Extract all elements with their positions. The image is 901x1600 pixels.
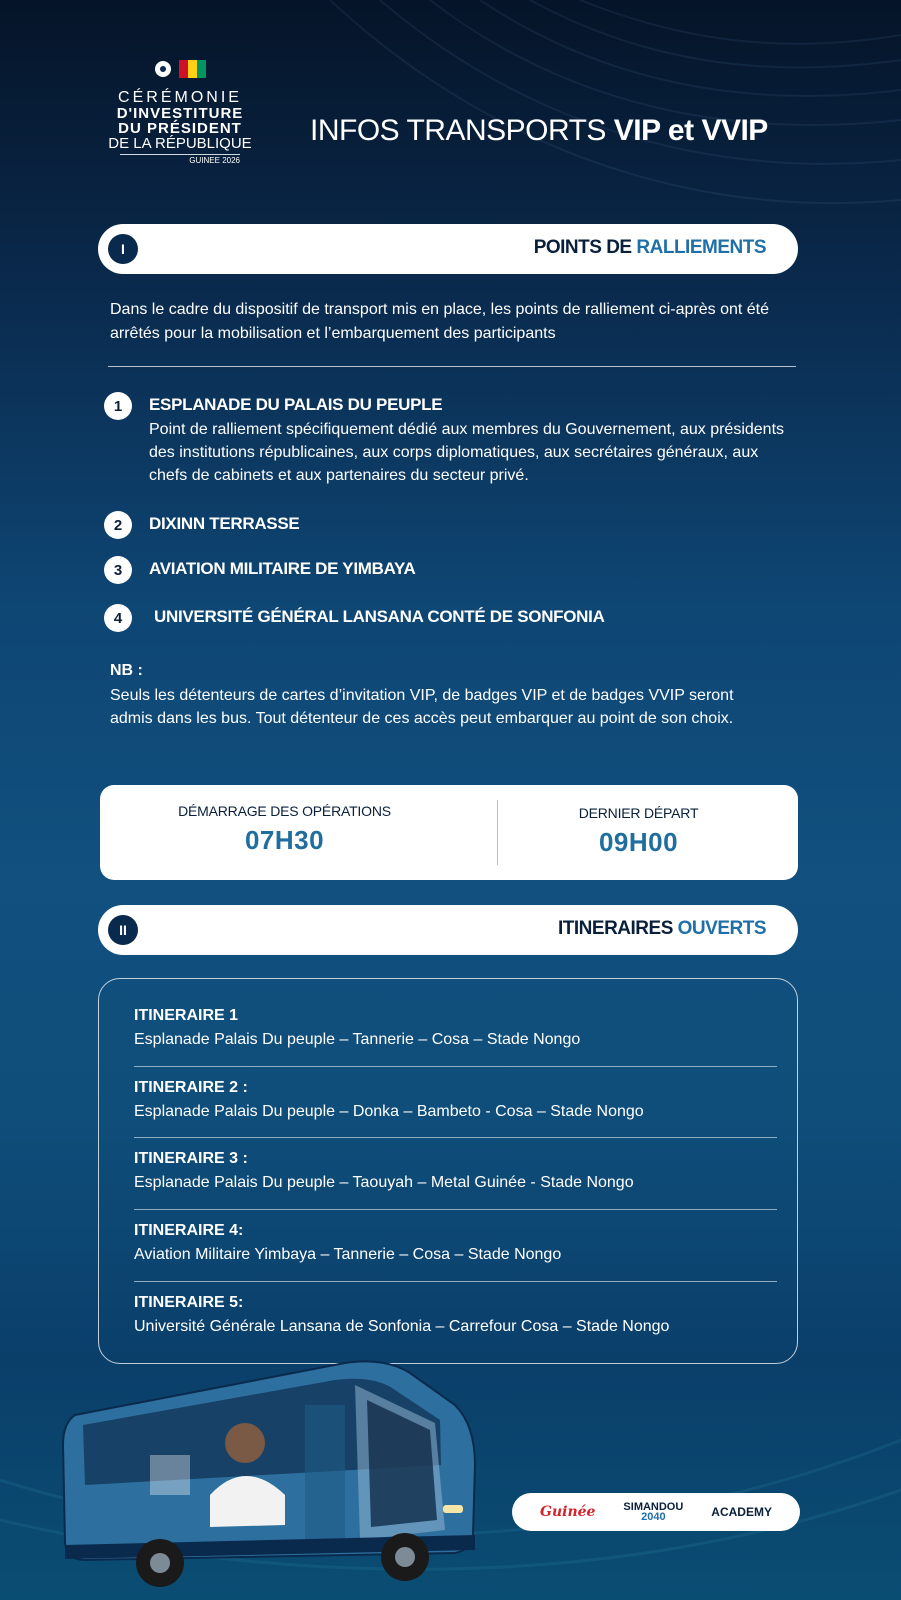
- page-title-regular: INFOS TRANSPORTS: [310, 114, 614, 147]
- itinerary-4: [134, 1222, 774, 1264]
- section-title: [558, 918, 766, 940]
- itinerary-route: Aviation Militaire Yimbaya – Tannerie – Cosa – Stade Nongo: [134, 1246, 562, 1263]
- section-title-part1: POINTS DE: [533, 237, 637, 258]
- point-number: 3: [104, 556, 132, 584]
- nb-text: Seuls les détenteurs de cartes d’invitation VIP, de badges VIP et de badges VVIP seront admis dans les bus. Tout détenteur de ces accès peut embarquer au point de son choix.: [110, 687, 734, 727]
- itinerary-5: [134, 1294, 774, 1336]
- schedule-card: [100, 785, 798, 880]
- section-number: I: [108, 234, 138, 264]
- itinerary-1: [134, 1007, 774, 1049]
- itinerary-2: [134, 1079, 774, 1121]
- nb-title: NB :: [110, 662, 143, 679]
- ceremony-logo: [100, 60, 260, 165]
- last-departure-value: 09H00: [598, 827, 679, 857]
- logo-line-1: CÉRÉMONIE: [118, 89, 242, 106]
- point-title: AVIATION MILITAIRE DE YIMBAYA: [149, 559, 416, 578]
- section-title: [534, 237, 766, 259]
- point-title: DIXINN TERRASSE: [149, 514, 300, 533]
- sponsors-bar: [512, 1493, 800, 1531]
- section-title-part1: ITINERAIRES: [558, 918, 678, 939]
- start-time-value: 07H30: [244, 825, 325, 855]
- sponsor-guinee-logo: Guinée: [539, 1504, 596, 1520]
- divider: [134, 1209, 777, 1210]
- sponsor-simandou-line2: 2040: [641, 1511, 666, 1523]
- section-title-part2: RALLIEMENTS: [636, 237, 766, 258]
- logo-line-2: D'INVESTITURE: [116, 105, 244, 122]
- point-title: UNIVERSITÉ GÉNÉRAL LANSANA CONTÉ DE SONFONIA: [154, 607, 605, 626]
- logo-line-3: DU PRÉSIDENT: [118, 120, 242, 137]
- itinerary-route: Université Générale Lansana de Sonfonia – Carrefour Cosa – Stade Nongo: [134, 1318, 670, 1335]
- divider: [134, 1066, 777, 1067]
- itinerary-title: ITINERAIRE 3 :: [134, 1150, 248, 1167]
- section-header-rallying-points: [98, 224, 798, 274]
- logo-line-5: GUINEE 2026: [120, 154, 240, 165]
- last-departure-label: DERNIER DÉPART: [578, 805, 699, 821]
- divider: [108, 366, 796, 367]
- point-description: Point de ralliement spécifiquement dédié aux membres du Gouvernement, aux présidents des institutions républicaines, aux corps diplomatiques, aux secrétaires généraux, aux chefs de cabinets et aux partenaires du secteur privé.: [149, 421, 785, 484]
- guinea-flag-icon: [179, 60, 206, 78]
- last-departure-block: [464, 805, 813, 858]
- intro-text: Dans le cadre du dispositif de transport mis en place, les points de ralliement ci-après ont été arrêtés pour la mobilisation et l’embarquement des participants: [110, 301, 770, 342]
- coat-of-arms-icon: [155, 61, 171, 77]
- start-time-label: DÉMARRAGE DES OPÉRATIONS: [178, 803, 391, 819]
- point-number: 2: [104, 511, 132, 539]
- logo-line-4: DE LA RÉPUBLIQUE: [108, 135, 252, 152]
- page-title: [310, 114, 768, 148]
- page-title-bold: VIP et VVIP: [613, 114, 768, 147]
- section-number: II: [108, 915, 138, 945]
- sponsor-academy-logo: ACADEMY: [711, 1505, 772, 1519]
- itinerary-title: ITINERAIRE 5:: [134, 1294, 244, 1311]
- point-title: ESPLANADE DU PALAIS DU PEUPLE: [149, 395, 443, 414]
- itineraries-box: [98, 978, 798, 1364]
- itinerary-route: Esplanade Palais Du peuple – Taouyah – Metal Guinée - Stade Nongo: [134, 1174, 634, 1191]
- section-title-part2: OUVERTS: [677, 918, 766, 939]
- itinerary-3: [134, 1150, 774, 1192]
- start-time-block: [110, 803, 459, 856]
- divider: [134, 1137, 777, 1138]
- itinerary-title: ITINERAIRE 2 :: [134, 1079, 248, 1096]
- sponsor-simandou-logo: [623, 1502, 683, 1522]
- point-number: 4: [104, 604, 132, 632]
- divider: [134, 1281, 777, 1282]
- section-header-itineraries: [98, 905, 798, 955]
- itinerary-title: ITINERAIRE 1: [134, 1007, 239, 1024]
- point-number: 1: [104, 392, 132, 420]
- bus-illustration: [45, 1345, 505, 1600]
- itinerary-route: Esplanade Palais Du peuple – Donka – Bambeto - Cosa – Stade Nongo: [134, 1103, 644, 1120]
- sponsor-simandou-line1: SIMANDOU: [623, 1501, 684, 1513]
- itinerary-route: Esplanade Palais Du peuple – Tannerie – Cosa – Stade Nongo: [134, 1031, 581, 1048]
- itinerary-title: ITINERAIRE 4:: [134, 1222, 244, 1239]
